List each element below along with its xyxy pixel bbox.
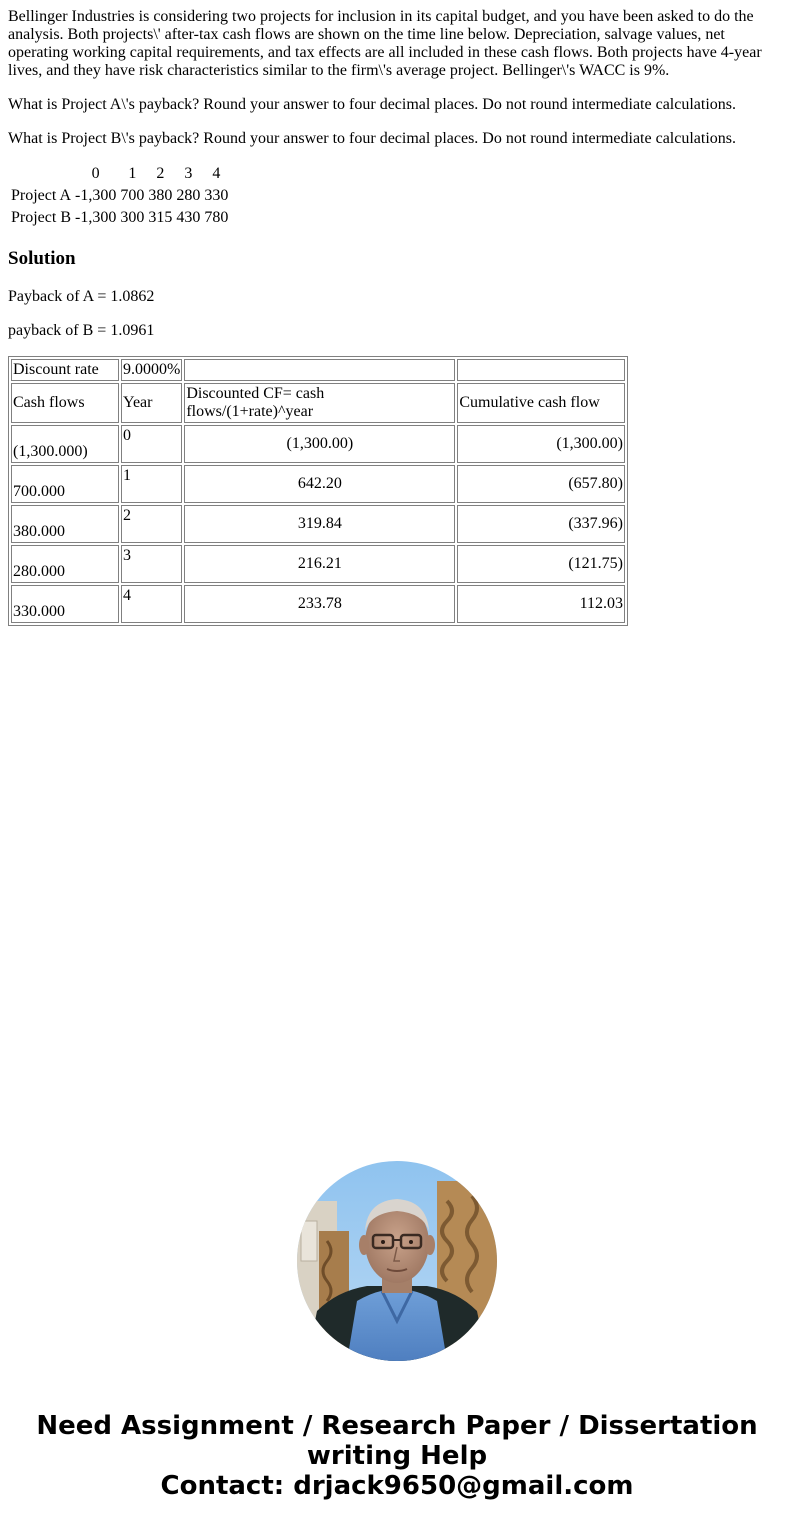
discount-rate-value: 9.0000% (121, 359, 182, 381)
year-cell: 1 (121, 465, 182, 503)
problem-intro: Bellinger Industries is considering two projects for inclusion in its capital budget, and you have been asked to do the analysis. Both projects\' after-tax cash flows are shown on the time line below. Depreciation, salvage values, net operating working capital requirements, and tax effects are all included in these cash flows. Both projects have 4-year lives, and they have risk characteristics similar to the firm\'s average project. Bellinger\'s WACC is 9%. (8, 8, 762, 79)
header-discounted-cf: Discounted CF= cash flows/(1+rate)^year (184, 383, 455, 423)
promo-line-2: writing Help (306, 1441, 488, 1471)
timeline-cell: 330 (204, 187, 229, 204)
discounted-cf-cell: 319.84 (184, 505, 455, 543)
discounted-cf-cell: 642.20 (184, 465, 455, 503)
cash-flow-timeline (8, 162, 231, 230)
timeline-years-row (10, 164, 229, 184)
timeline-cell: 780 (204, 209, 229, 226)
year-cell: 0 (121, 425, 182, 463)
payback-b: payback of B = 1.0961 (8, 322, 155, 339)
year-cell: 3 (121, 545, 182, 583)
solution-heading: Solution (8, 248, 76, 269)
cumulative-cell: 112.03 (457, 585, 625, 623)
timeline-year: 0 (91, 165, 100, 182)
discount-rate-row (11, 359, 625, 381)
cumulative-cell: (657.80) (457, 465, 625, 503)
cash-flow-cell: 330.000 (11, 585, 119, 623)
timeline-cell: 315 (148, 209, 173, 226)
table-row (11, 585, 625, 623)
table-row (11, 465, 625, 503)
cash-flow-cell: 700.000 (11, 465, 119, 503)
timeline-corner (10, 164, 72, 184)
promo-line-1: Need Assignment / Research Paper / Dissertation (36, 1411, 758, 1441)
timeline-cell: 380 (148, 187, 173, 204)
empty-cell (457, 359, 625, 381)
timeline-year: 2 (156, 165, 165, 182)
year-cell: 2 (121, 505, 182, 543)
timeline-row-project-b (10, 208, 229, 228)
timeline-year: 1 (128, 165, 137, 182)
timeline-row-project-a (10, 186, 229, 206)
document (0, 8, 794, 626)
discounted-cf-cell: (1,300.00) (184, 425, 455, 463)
discounted-cf-cell: 233.78 (184, 585, 455, 623)
discounted-cash-flow-table (8, 356, 628, 626)
cumulative-cell: (1,300.00) (457, 425, 625, 463)
timeline-year: 3 (184, 165, 193, 182)
timeline-cell: -1,300 (75, 187, 117, 204)
header-cumulative: Cumulative cash flow (457, 383, 625, 423)
table-row (11, 505, 625, 543)
promo-contact: Contact: drjack9650@gmail.com (160, 1471, 634, 1501)
empty-cell (184, 359, 455, 381)
promo-banner (0, 1411, 794, 1501)
header-year: Year (121, 383, 182, 423)
author-photo (297, 1161, 497, 1361)
timeline-row-label: Project B (11, 209, 71, 226)
cumulative-cell: (121.75) (457, 545, 625, 583)
table-row (11, 425, 625, 463)
year-cell: 4 (121, 585, 182, 623)
timeline-year: 4 (212, 165, 221, 182)
payback-a: Payback of A = 1.0862 (8, 288, 155, 305)
cumulative-cell: (337.96) (457, 505, 625, 543)
cash-flow-cell: 380.000 (11, 505, 119, 543)
timeline-cell: -1,300 (75, 209, 117, 226)
cash-flow-cell: 280.000 (11, 545, 119, 583)
author-photo-illustration (297, 1161, 497, 1361)
discounted-cf-cell: 216.21 (184, 545, 455, 583)
timeline-row-label: Project A (11, 187, 71, 204)
cash-flow-cell: (1,300.000) (11, 425, 119, 463)
table-row (11, 545, 625, 583)
timeline-cell: 700 (120, 187, 145, 204)
discount-rate-label: Discount rate (11, 359, 119, 381)
timeline-cell: 300 (120, 209, 145, 226)
question-project-a: What is Project A\'s payback? Round your answer to four decimal places. Do not round intermediate calculations. (8, 96, 737, 113)
question-project-b: What is Project B\'s payback? Round your answer to four decimal places. Do not round intermediate calculations. (8, 130, 737, 147)
timeline-cell: 280 (176, 187, 201, 204)
timeline-cell: 430 (176, 209, 201, 226)
header-row (11, 383, 625, 423)
header-cash-flows: Cash flows (11, 383, 119, 423)
